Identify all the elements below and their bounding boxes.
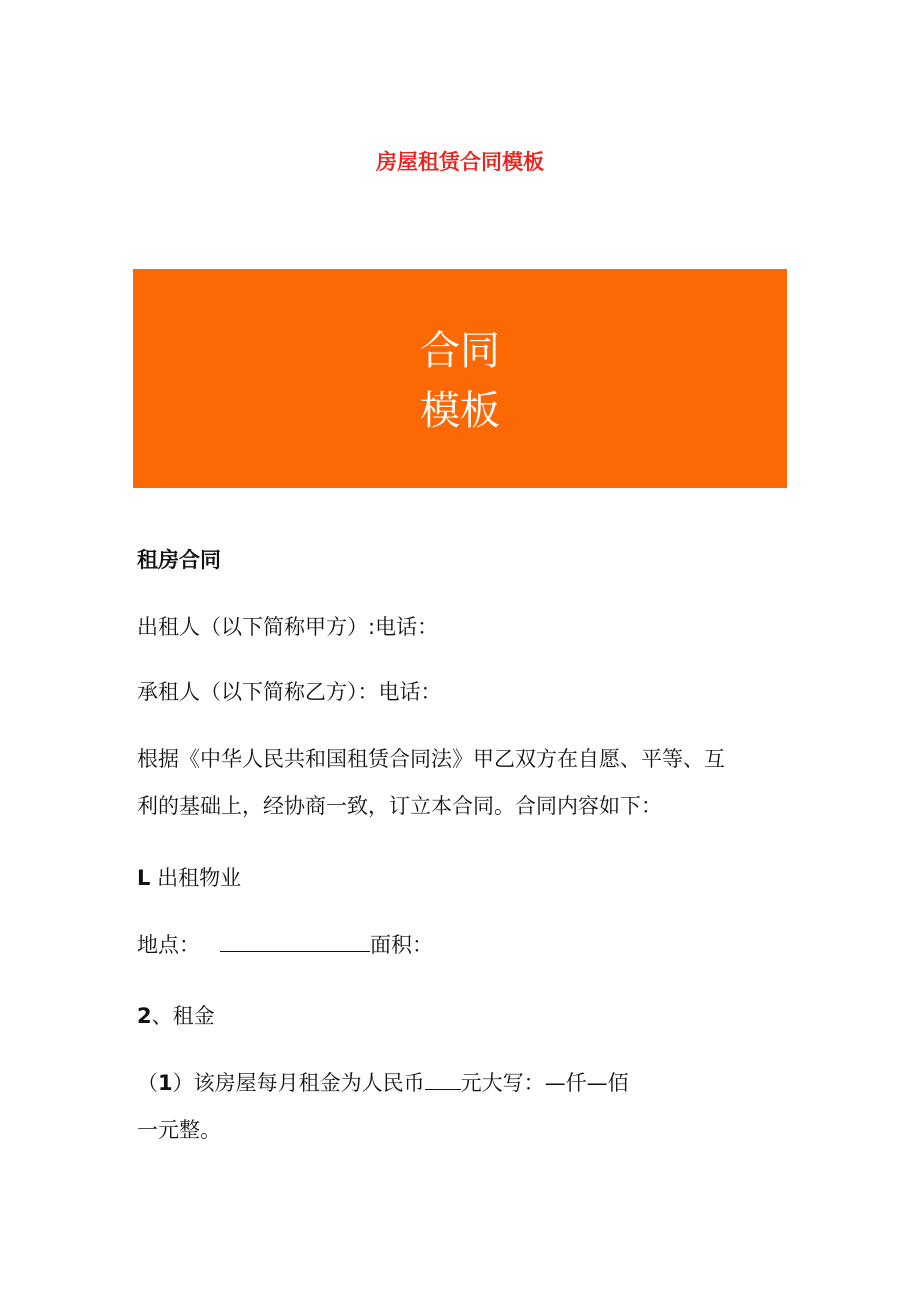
section-1-title: 出租物业 <box>157 866 242 890</box>
rent-text-after-blank: 元大写：—仟—佰 <box>460 1071 629 1095</box>
location-label: 地点： <box>137 933 200 957</box>
lessor-line: 出租人（以下简称甲方）:电话： <box>137 615 439 639</box>
section-1-number: L <box>137 866 151 890</box>
location-area-line <box>137 929 797 960</box>
rent-text-before-blank: ）该房屋每月租金为人民币 <box>172 1071 425 1095</box>
rent-item-number: 1 <box>158 1071 173 1095</box>
basis-line-2: 利的基础上，经协商一致，订立本合同。合同内容如下： <box>137 794 662 818</box>
rent-amount-blank <box>425 1067 461 1090</box>
rent-item-line-2: 一元整。 <box>137 1118 221 1142</box>
contract-heading: 租房合同 <box>137 548 221 572</box>
lessee-line: 承租人（以下简称乙方）：电话： <box>137 680 442 704</box>
rent-open-paren: （ <box>137 1071 158 1095</box>
section-2-heading <box>137 1001 797 1031</box>
cover-banner <box>133 269 787 488</box>
banner-line-1: 合同 <box>420 328 500 374</box>
document-title: 房屋租赁合同模板 <box>376 150 544 174</box>
banner-divider <box>133 377 787 378</box>
banner-line-2: 模板 <box>420 388 500 434</box>
basis-line-1: 根据《中华人民共和国租赁合同法》甲乙双方在自愿、平等、互 <box>137 747 725 771</box>
location-blank <box>220 929 370 952</box>
area-label: 面积： <box>370 933 433 957</box>
section-1-heading <box>137 863 797 893</box>
rent-item-line-1 <box>137 1067 797 1098</box>
section-2-title: 、租金 <box>151 1004 215 1028</box>
section-2-number: 2 <box>137 1004 152 1028</box>
